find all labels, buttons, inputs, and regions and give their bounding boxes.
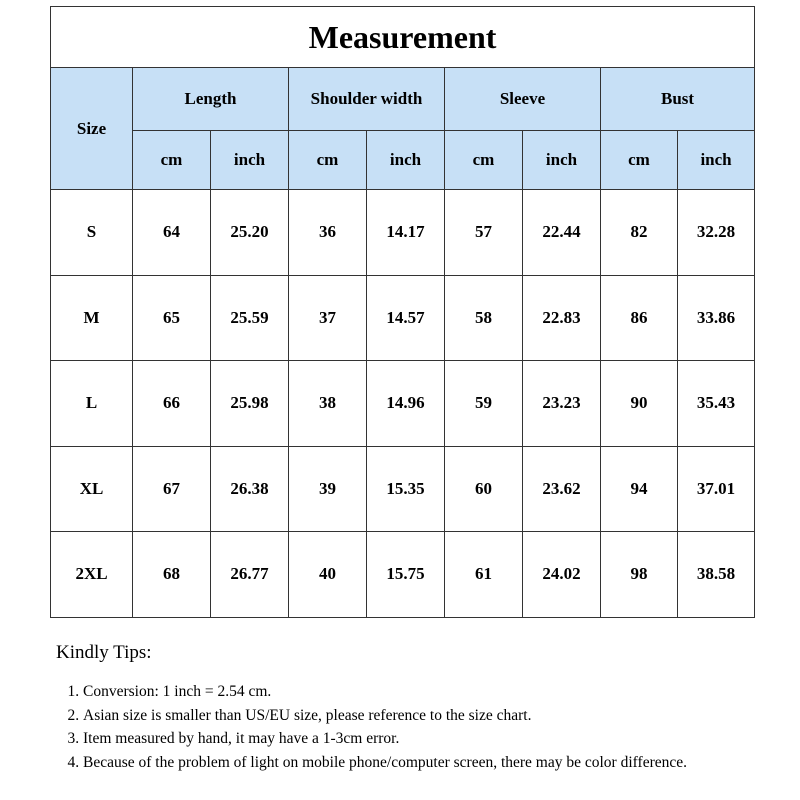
unit-header-inch: inch xyxy=(211,131,289,190)
value-cell: 68 xyxy=(133,532,211,618)
value-cell: 39 xyxy=(289,446,367,532)
value-cell: 60 xyxy=(445,446,523,532)
value-cell: 23.23 xyxy=(523,361,601,447)
value-cell: 22.83 xyxy=(523,275,601,361)
value-cell: 14.96 xyxy=(367,361,445,447)
tip-item: 3. Item measured by hand, it may have a 1-3cm error. xyxy=(83,727,776,751)
tip-item: 4. Because of the problem of light on mobile phone/computer screen, there may be color difference. xyxy=(83,751,776,775)
value-cell: 61 xyxy=(445,532,523,618)
table-row xyxy=(51,361,755,447)
tips-title: Kindly Tips: xyxy=(56,642,152,663)
size-cell: S xyxy=(51,190,133,276)
size-cell: 2XL xyxy=(51,532,133,618)
value-cell: 98 xyxy=(601,532,678,618)
size-cell: M xyxy=(51,275,133,361)
value-cell: 86 xyxy=(601,275,678,361)
table-row xyxy=(51,446,755,532)
value-cell: 58 xyxy=(445,275,523,361)
tip-item: 2. Asian size is smaller than US/EU size, please reference to the size chart. xyxy=(83,704,776,728)
value-cell: 59 xyxy=(445,361,523,447)
unit-header-inch: inch xyxy=(678,131,755,190)
unit-header-cm: cm xyxy=(601,131,678,190)
table-row xyxy=(51,532,755,618)
value-cell: 24.02 xyxy=(523,532,601,618)
unit-header-inch: inch xyxy=(523,131,601,190)
unit-header-inch: inch xyxy=(367,131,445,190)
kindly-tips xyxy=(56,642,776,774)
bust-header: Bust xyxy=(601,68,755,131)
value-cell: 94 xyxy=(601,446,678,532)
table-title: Measurement xyxy=(51,7,755,68)
value-cell: 26.38 xyxy=(211,446,289,532)
value-cell: 65 xyxy=(133,275,211,361)
value-cell: 67 xyxy=(133,446,211,532)
value-cell: 38 xyxy=(289,361,367,447)
value-cell: 25.98 xyxy=(211,361,289,447)
value-cell: 14.57 xyxy=(367,275,445,361)
value-cell: 23.62 xyxy=(523,446,601,532)
length-header: Length xyxy=(133,68,289,131)
size-header: Size xyxy=(51,68,133,190)
value-cell: 36 xyxy=(289,190,367,276)
value-cell: 90 xyxy=(601,361,678,447)
shoulder-width-header: Shoulder width xyxy=(289,68,445,131)
value-cell: 15.35 xyxy=(367,446,445,532)
value-cell: 37 xyxy=(289,275,367,361)
value-cell: 15.75 xyxy=(367,532,445,618)
sleeve-header: Sleeve xyxy=(445,68,601,131)
value-cell: 14.17 xyxy=(367,190,445,276)
value-cell: 35.43 xyxy=(678,361,755,447)
value-cell: 38.58 xyxy=(678,532,755,618)
table-row xyxy=(51,275,755,361)
value-cell: 32.28 xyxy=(678,190,755,276)
value-cell: 82 xyxy=(601,190,678,276)
size-cell: L xyxy=(51,361,133,447)
tip-item: 1. Conversion: 1 inch = 2.54 cm. xyxy=(83,680,776,704)
unit-header-cm: cm xyxy=(289,131,367,190)
value-cell: 22.44 xyxy=(523,190,601,276)
value-cell: 40 xyxy=(289,532,367,618)
unit-header-cm: cm xyxy=(445,131,523,190)
table-row xyxy=(51,190,755,276)
value-cell: 25.59 xyxy=(211,275,289,361)
value-cell: 37.01 xyxy=(678,446,755,532)
value-cell: 25.20 xyxy=(211,190,289,276)
value-cell: 26.77 xyxy=(211,532,289,618)
unit-header-cm: cm xyxy=(133,131,211,190)
size-cell: XL xyxy=(51,446,133,532)
value-cell: 64 xyxy=(133,190,211,276)
tips-list xyxy=(56,680,776,774)
measurement-table xyxy=(50,6,755,618)
value-cell: 33.86 xyxy=(678,275,755,361)
value-cell: 66 xyxy=(133,361,211,447)
value-cell: 57 xyxy=(445,190,523,276)
